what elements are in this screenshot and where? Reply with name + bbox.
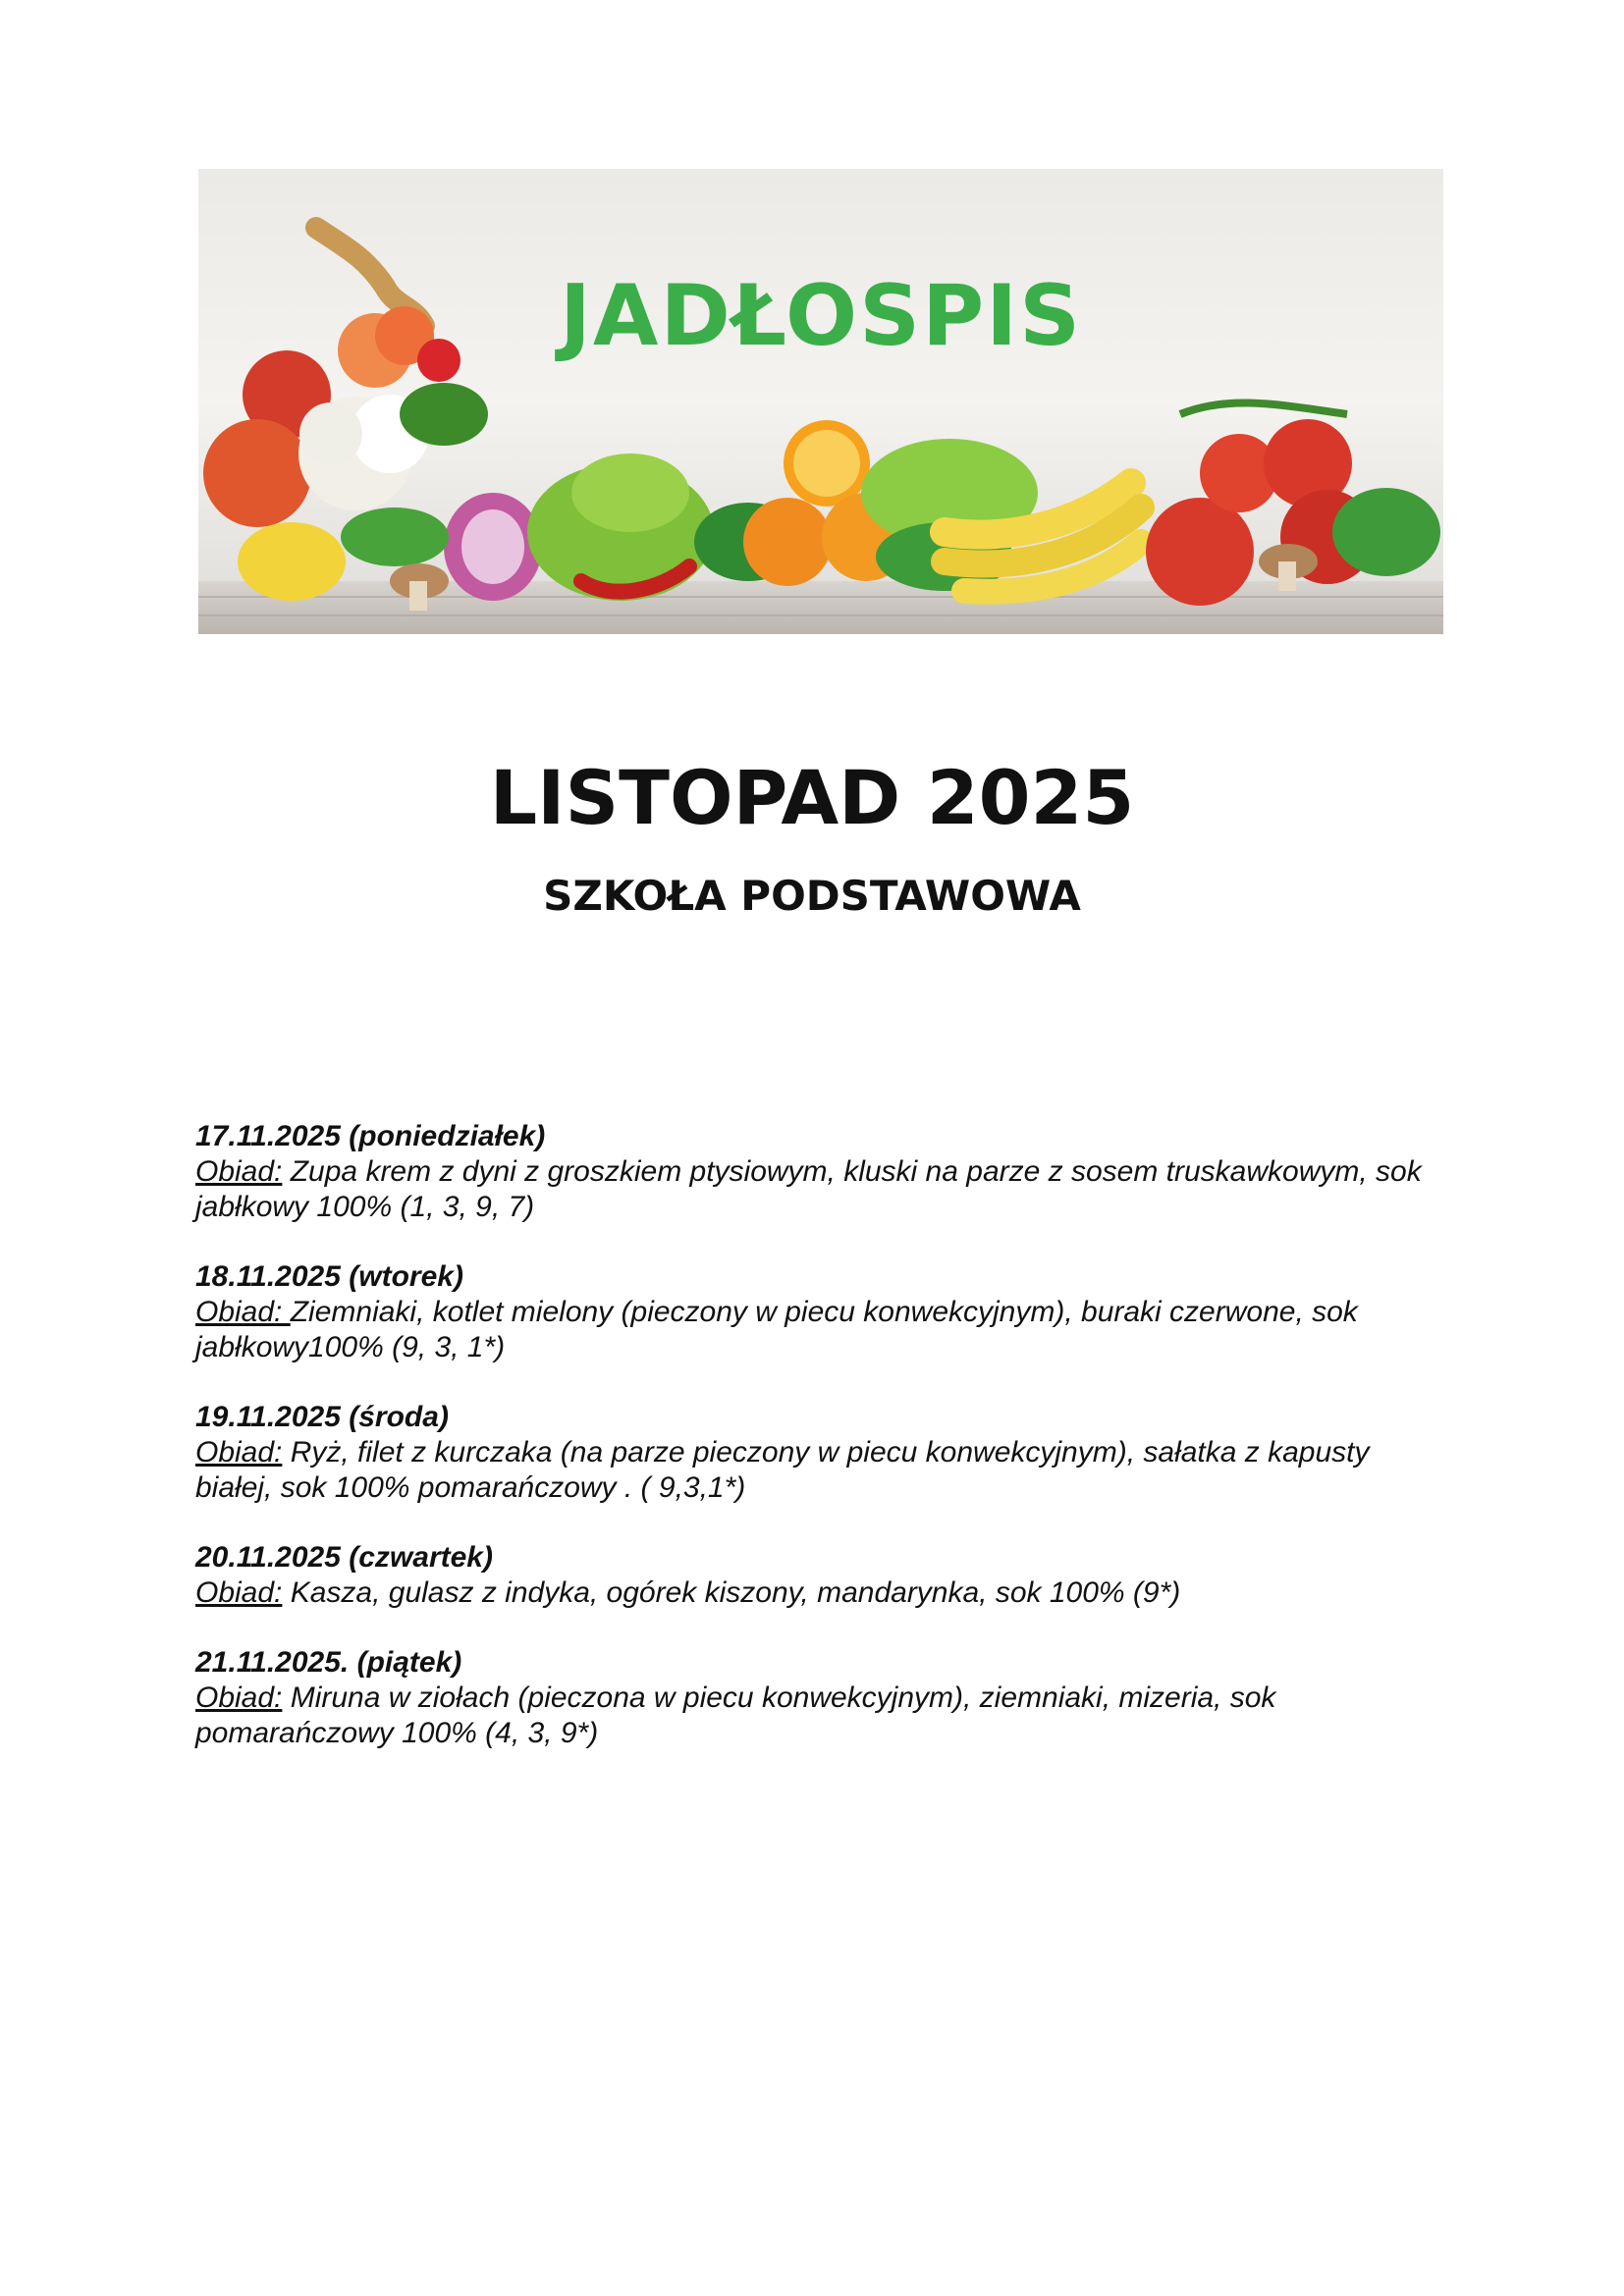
meal-label: Obiad: [195,1155,283,1188]
meal-label: Obiad: [195,1296,291,1328]
meal-text: Ryż, filet z kurczaka (na parze pieczony w piecu konwekcyjnym), sałatka z kapusty białej, sok 100% pomarańczowy . ( 9,3,1*) [195,1436,1370,1504]
meal-text: Miruna w ziołach (pieczona w piecu konwekcyjnym), ziemniaki, mizeria, sok pomarańczowy 100% (4, 3, 9*) [195,1682,1276,1749]
meal-text: Ziemniaki, kotlet mielony (pieczony w piecu konwekcyjnym), buraki czerwone, sok jabłkowy100% (9, 3, 1*) [195,1296,1358,1363]
meal-label: Obiad: [195,1436,283,1468]
meal-label: Obiad: [195,1682,283,1714]
menu-list [195,1119,1452,1786]
day-date: 21.11.2025. (piątek) [195,1646,462,1679]
day-date: 18.11.2025 (wtorek) [195,1260,463,1293]
menu-day [195,1119,1452,1225]
page-subtitle: SZKOŁA PODSTAWOWA [543,872,1081,920]
banner-illustration [198,169,1443,634]
day-meal [195,1575,1452,1611]
day-meal [195,1681,1452,1751]
page-title: LISTOPAD 2025 [489,754,1135,841]
day-meal [195,1435,1452,1506]
day-date: 20.11.2025 (czwartek) [195,1541,493,1574]
meal-label: Obiad: [195,1576,283,1609]
menu-day [195,1645,1452,1751]
menu-banner [198,169,1443,634]
menu-day [195,1400,1452,1506]
banner-title: JADŁOSPIS [559,267,1083,365]
day-meal [195,1154,1452,1225]
menu-day [195,1259,1452,1365]
menu-day [195,1540,1452,1611]
day-date: 19.11.2025 (środa) [195,1401,449,1433]
meal-text: Kasza, gulasz z indyka, ogórek kiszony, mandarynka, sok 100% (9*) [282,1576,1181,1609]
day-date: 17.11.2025 (poniedziałek) [195,1120,546,1152]
meal-text: Zupa krem z dyni z groszkiem ptysiowym, kluski na parze z sosem truskawkowym, sok jabłkowy 100% (1, 3, 9, 7) [195,1155,1422,1223]
day-meal [195,1295,1452,1365]
